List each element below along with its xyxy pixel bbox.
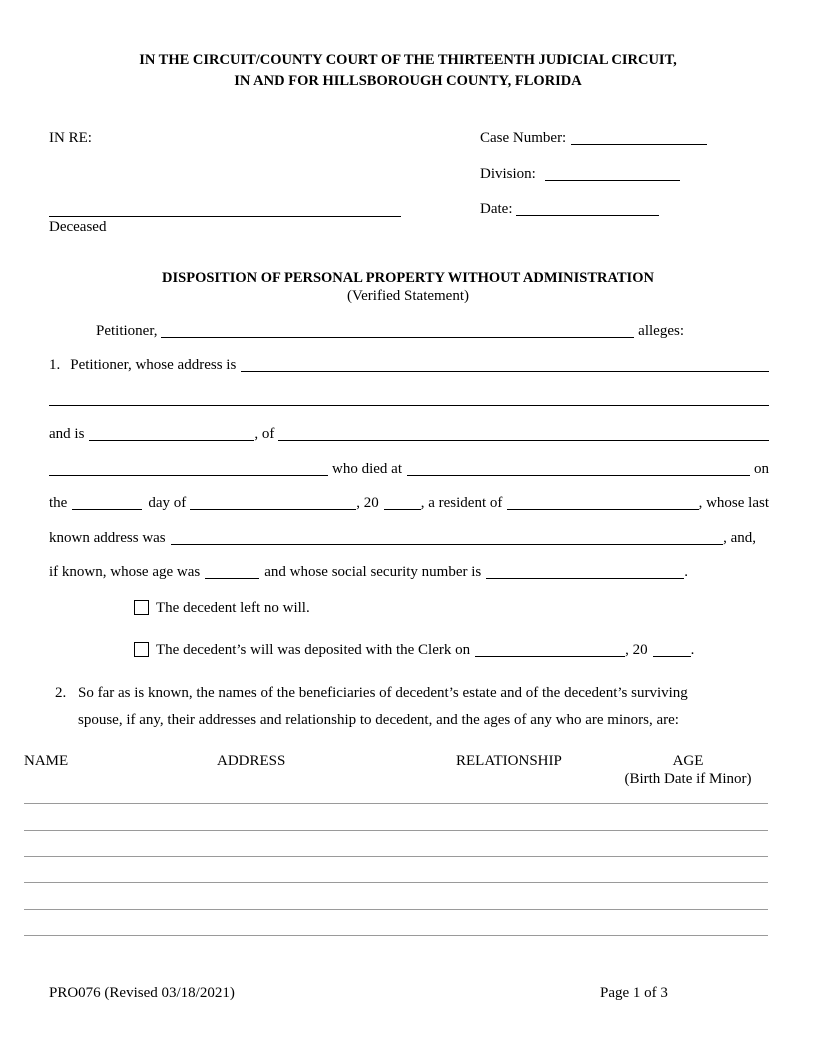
relationship-field[interactable] (89, 426, 254, 441)
deposit-period: . (690, 642, 695, 658)
petitioner-address-field[interactable] (241, 357, 769, 372)
known-address-label: known address was (49, 530, 166, 546)
whose-last-label: , whose last (698, 495, 769, 511)
on-label: on (754, 461, 769, 477)
p2-line2: spouse, if any, their addresses and relationship to decedent, and the ages of any who are minors, are: (78, 712, 679, 728)
p1-number: 1. (49, 357, 61, 373)
and-label: , and, (723, 530, 756, 546)
col-header-age-note: (Birth Date if Minor) (624, 771, 752, 787)
date-label: Date: (480, 201, 513, 217)
died-at-row (49, 460, 769, 478)
court-heading-line1: IN THE CIRCUIT/COUNTY COURT OF THE THIRTEENTH JUDICIAL CIRCUIT, (139, 52, 677, 68)
month-field[interactable] (190, 495, 356, 510)
beneficiary-row-line[interactable] (24, 882, 768, 883)
beneficiary-row-line[interactable] (24, 935, 768, 936)
age-field[interactable] (205, 564, 259, 579)
col-header-address: ADDRESS (217, 753, 286, 769)
resident-of-label: , a resident of (420, 495, 503, 511)
decedent-name-line[interactable] (49, 216, 401, 217)
case-number-field[interactable] (571, 130, 707, 145)
beneficiary-row-line[interactable] (24, 856, 768, 857)
last-address-row (49, 529, 769, 547)
division-field[interactable] (545, 166, 680, 181)
division-row (480, 165, 720, 183)
ssn-field[interactable] (486, 564, 684, 579)
case-number-label: Case Number: (480, 130, 567, 146)
deposit-year-field[interactable] (653, 642, 691, 657)
beneficiary-row-line[interactable] (24, 909, 768, 910)
petitioner-address-line2[interactable] (49, 405, 769, 406)
beneficiary-row-line[interactable] (24, 803, 768, 804)
deposit-comma-20: , 20 (625, 642, 648, 658)
decedent-field[interactable] (278, 426, 769, 441)
decedent-name-field[interactable] (49, 461, 328, 476)
col-header-age: AGE (672, 753, 704, 769)
will-deposited-checkbox[interactable] (134, 642, 149, 657)
form-id: PRO076 (Revised 03/18/2021) (49, 985, 235, 1001)
deceased-label: Deceased (49, 219, 107, 235)
no-will-checkbox[interactable] (134, 600, 149, 615)
ssn-period: . (684, 564, 688, 580)
age-ssn-row (49, 563, 729, 581)
no-will-row (134, 599, 310, 617)
page-number: Page 1 of 3 (600, 985, 668, 1001)
p2-number: 2. (55, 685, 67, 701)
and-is-label: and is (49, 426, 85, 442)
who-died-at-label: who died at (332, 461, 402, 477)
place-of-death-field[interactable] (407, 461, 750, 476)
document-title: DISPOSITION OF PERSONAL PROPERTY WITHOUT ADMINISTRATION (162, 270, 654, 286)
comma-20-label: , 20 (356, 495, 379, 511)
day-field[interactable] (72, 495, 142, 510)
will-deposited-row (134, 641, 728, 659)
p1-address-row (49, 356, 769, 374)
no-will-label: The decedent left no will. (156, 600, 310, 616)
beneficiary-row-line[interactable] (24, 830, 768, 831)
p2-line1: So far as is known, the names of the beneficiaries of decedent’s estate and of the decedent’s surviving (78, 685, 688, 701)
last-address-field[interactable] (171, 530, 723, 545)
ssn-label: and whose social security number is (264, 564, 482, 580)
deposit-date-field[interactable] (475, 642, 625, 657)
alleges-label: alleges: (638, 323, 684, 339)
date-row (480, 200, 720, 218)
date-of-death-row (49, 494, 769, 512)
date-field[interactable] (516, 201, 659, 216)
in-re-label: IN RE: (49, 130, 92, 146)
court-heading-line2: IN AND FOR HILLSBOROUGH COUNTY, FLORIDA (234, 73, 582, 89)
petitioner-name-field[interactable] (161, 323, 634, 338)
residence-field[interactable] (507, 495, 698, 510)
p1-text: Petitioner, whose address is (70, 357, 237, 373)
col-header-relationship: RELATIONSHIP (456, 753, 562, 769)
of-label: , of (254, 426, 275, 442)
will-deposited-label: The decedent’s will was deposited with the Clerk on (156, 642, 471, 658)
case-number-row (480, 129, 720, 147)
division-label: Division: (480, 166, 536, 182)
age-label: if known, whose age was (49, 564, 201, 580)
the-label: the (49, 495, 68, 511)
year-field[interactable] (384, 495, 421, 510)
petitioner-label: Petitioner, (96, 323, 158, 339)
col-header-name: NAME (24, 753, 69, 769)
document-subtitle: (Verified Statement) (346, 288, 470, 304)
relationship-row (49, 425, 769, 443)
petitioner-row (96, 322, 684, 340)
day-of-label: day of (148, 495, 187, 511)
